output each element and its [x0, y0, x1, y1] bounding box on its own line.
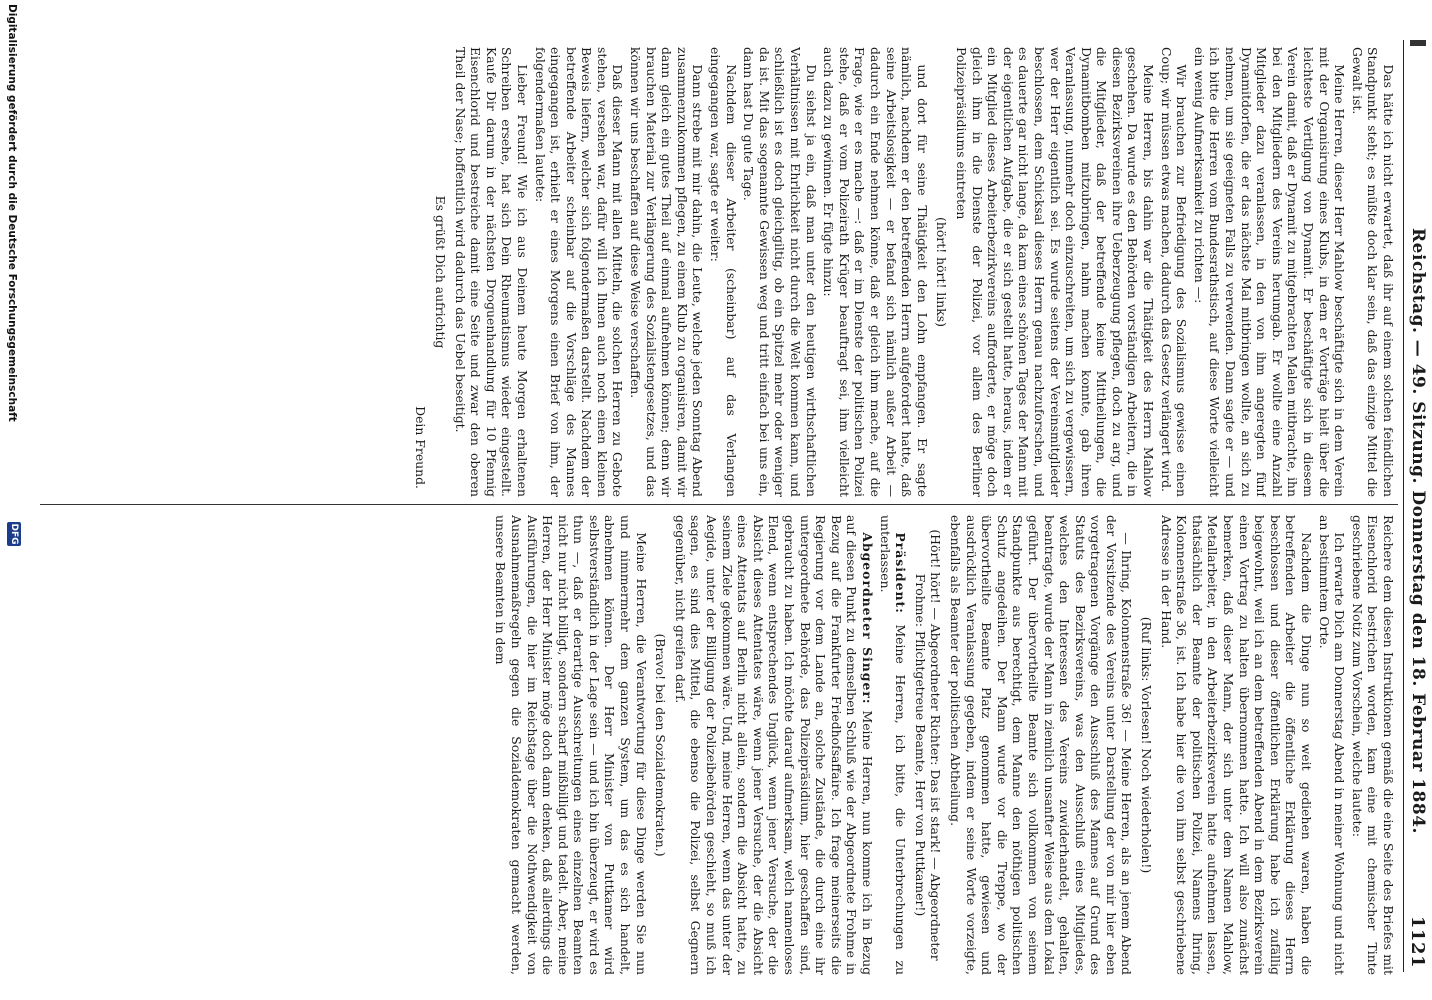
paragraph: Meine Herren, bis dahin war die Thätigkeit des Herrn Mahlow geschehen. Da wurde es den Behörden vorständigen Arbeitern, die in diesen Bezirksvereinen ihre Ueberzeugung pflegen, doch zu arg, und die Mitglieder, daß der betreffende keine Mittheilungen, die Dynamitbomben mitzubringen, nahm machen konnte, gab ihren Veranlassung, nunmehr doch einzuschreiten, um sich zu vergewissern, wer der Herr eigentlich sei. Es wurde seitens der Vereinsmitglieder beschlossen, dem Schicksal dieses Herrn genau nachzuforschen, und es dauerte gar nicht lange, da kam eines schönen Tages der Mann mit der eigentlichen Aufgabe, die er sich gestellt hatte, heraus, indem er ein Mitglied dieses Arbeiterbezirkvereins aufforderte, er möge doch gleich ihm in die Dienste der Polizei, vor allem des Berliner Polizeipräsidiums eintreten: [953, 47, 1157, 497]
header-title: Reichstag. — 49. Sitzung. Donnerstag den 18. Februar 1884.: [1408, 228, 1428, 834]
speech-paragraph: [672, 515, 875, 975]
paragraph: — Ihring, Kolonnenstraße 36! — Meine Herren, als an jenem Abend der Vorsitzende des Vereins unter Darstellung der von mir hier eben vorgetragenen Vorgänge den Ausschluß des Mannes auf Grund des Statuts des Bezirksvereins, was den Ausschluß eines Mitgliedes, welches den Interessen des Vereins zuwiderhandelt, gehalten, beantragte, wurde der Mann in ziemlich unsanfter Weise aus dem Lokal geführt. Der übervortheilte Beamte sich vollkommen von seinem Standpunkte aus berechtigt, dem Manne den nöthigen politischen Schutz angedeihen. Der Mann wurde vor die Treppe, wo der übervortheilte Beamte Platz genommen hatte, gewiesen und ausdrücklich Veranlassung gegeben, indem er seine Worte vorzeigte, ebenfalls als Beamter der politischen Abtheilung.: [947, 515, 1135, 975]
footer-credit: Digitalisierung gefördert durch die Deutsche Forschungsgemeinschaft: [6, 4, 18, 422]
paragraph: Wir brauchen zur Befriedigung des Sozialismus gewisse einen Coup; wir müssen etwas machen, dadurch das Gesetz verlängert wird.: [1158, 47, 1190, 497]
paragraph: und dort für seine Thätigkeit den Lohn empfangen. Er sagte nämlich, nachdem er den betreffenden Herrn aufgefordert hatte, daß seine Arbeitslosigkeit — er befand sich nämlich außer Arbeit — dadurch ein Ende nehmen könne, daß er gleich ihm mache, auf die Frage, wie er es mache —: daß er im Dienste der politischen Polizei stehe, daß er vom Polizeirath Krüger beauftragt sei, ihm vielleicht auch dazu zu gewinnen. Er fügte hinzu:: [821, 47, 930, 497]
dfg-logo-icon: DFG: [9, 523, 19, 545]
page-footer: [4, 2, 34, 998]
speech-paragraph: [877, 515, 908, 975]
paragraph: Ich erwarte Dich am Donnerstag Abend in meiner Wohnung und nicht an bestimmtem Orte.: [1316, 515, 1348, 975]
paragraph: Meine Herren, die Verantwortung für diese Dinge werden Sie nun und nimmermehr dem ganzen System, um das es sich handelt, abnehmen können. Der Herr Minister von Puttkamer wird selbstverständlich in der Lage sein — und ich bin überzeugt, er wird es thun —, daß er derartige Ausschreitungen eines einzelnen Beamten nicht nur nicht billigt, sondern scharf mißbilligt und tadelt. Aber, meine Herren, der Herr Minister möge doch dann denken, daß allerdings die Ausführungen, die hier im Reichstage über die Nothwendigkeit von Ausnahmemaßregeln gegen die Sozialdemokraten gemacht werden, unsere Beamten in dem: [493, 515, 649, 975]
paragraph: Dann strebe mit mir dahin, die Leute, welche jeden Sonntag Abend zusammenzukommen pflegen, zu einem Klub zu organisiren, damit wir dann gleich ein gutes Theil auf einmal aufnehmen können; denn wir brauchen Material zur Verlängerung des Sozialistengesetzes, und das können wir uns beschaffen auf diese Weise verschaffen.: [628, 47, 706, 497]
paragraph: Nachdem die Dinge nun so weit gediehen waren, haben die betreffenden Arbeiter die öffentliche Erklärung dieses Herrn beschlossen und dieser öffentlichen Erklärung habe ich zufällig beigewohnt, weil ich an dem betreffenden Abend in dem Bezirksverein einen Vortrag zu halten übernommen hatte. Ich will also zunächst bemerken, daß dieser Mann, der sich unter dem Namen Mahlow, Metallarbeiter, in den Arbeiterbezirksverein hatte aufnehmen lassen, thatsächlich der Beamte der politischen Polizei, Namens Ihring, Kolonnenstraße 36, ist. Ich habe hier die von ihm selbst geschriebene Adresse in der Hand.: [1158, 515, 1315, 975]
paragraph: Das hätte ich nicht erwartet, daß ihr auf einem solchen feindlichen Standpunkt steht; es müßte doch klar sein, daß das einzige Mittel die Gewalt ist.: [1349, 47, 1396, 497]
centered-remark: (Hört! hört! — Abgeordneter Richter: Das ist stark! — Abgeordneter Frohme: Pflichtgetreue Beamte, Herr von Puttkamer!): [912, 529, 944, 961]
centered-remark: (Ruf links: Vorlesen! Noch wiederholen!): [1139, 616, 1155, 874]
text-column-left: [38, 47, 1396, 497]
paragraph: Nachdem dieser Arbeiter (scheinbar) auf das Verlangen eingegangen war, sagte er weiter:: [708, 47, 739, 497]
page-number: 1121: [1407, 915, 1428, 968]
centered-remark: (hört! hört! links): [934, 217, 950, 327]
paragraph: Daß dieser Mann mit allen Mitteln, die solchen Herren zu Gebote stehen, versehen war, dafür will ich Ihnen auch noch einen kleinen Beweis liefern, welcher sich folgendermaßen darstellt. Nachdem der betreffende Arbeiter scheinbar auf die Vorschläge des Mannes eingegangen ist, erhielt er eines Morgens einen Brief von ihm, der folgendermaßen lautete:: [532, 47, 626, 497]
paragraph: Meine Herren, dieser Herr Mahlow beschäftigte sich in dem Verein mit der Organisirung eines Klubs, in dem er Vorträge hielt über die leichteste Vertilgung von Dynamit. Er beschäftigte sich in diesem Verein damit, daß er Dynamit zu mitgebrachten Malen mitbrachte, ihn bei den Mitgliedern des Vereins herumgab. Er wollte eine Anzahl Mitglieder dazu veranlassen, in den von ihm angeregten fünf Dynamitdorfen, die er das nächste Mal mitbringen wollte, an sich zu nehmen, um sie geeigneten Falls zu verwenden. Dann sagte er — und ich bitte die Herren vom Bundesrathstisch, auf diese Worte vielleicht ein wenig Aufmerksamkeit zu richten —:: [1191, 47, 1348, 497]
text-column-right: [38, 515, 1396, 975]
speech-text: Meine Herren, ich bitte, die Unterbrechungen zu unterlassen.: [877, 515, 909, 975]
centered-remark: (Bravo! bei den Sozialdemokraten.): [653, 633, 669, 857]
header-rule-mark: [1410, 40, 1426, 46]
signature-line: Dein Freund.: [413, 406, 429, 489]
paragraph: Lieber Freund! Wie ich aus Deinem heute Morgen erhaltenen Schreiben ersehe, hat sich Dein Rheumatismus wieder eingestellt. Kaufe Dir darum in der nächsten Droguenhandlung für 10 Pfennig Eisenchlorid und bestreiche damit eine Seite und zwar den oberen Theil der Nase; hoffentlich wird dadurch das Uebel beseitigt.: [452, 47, 530, 497]
speaker-name: Präsident:: [893, 532, 909, 614]
column-divider: [40, 504, 1398, 505]
centered-remark: Es grüßt Dich aufrichtig: [432, 195, 448, 349]
paragraph: Du siehst ja ein, daß man unter den heutigen wirthschaftlichen Verhältnissen mit Ehrlichkeit nicht durch die Welt kommen kann, und schließlich ist es doch gleichgiltig, ob ein Spitzel mehr oder weniger da ist. Mit das sogenannte Gewissen weg und tritt einfach bei uns ein, dann hast Du gute Tage.: [741, 47, 819, 497]
speaker-name: Abgeordneter Singer:: [860, 532, 875, 705]
page-header: [1403, 40, 1430, 972]
paragraph: Reichere dem diesen Instruktionen gemäß die eine Seite des Briefes mit Eisenchlorid bestrichen worden, kam eine mit chemischer Tinte geschriebene Notiz zum Vorschein, welche lautete:: [1349, 515, 1396, 975]
speech-text: Meine Herren, nun komme ich in Bezug auf diesen Punkt zu demselben Schluß wie der Abgeordnete Frohme in Bezug auf die Frankfurter Friedhofsaffaire. Ich frage meinerseits die Regierung vor dem Lande an, solche Zustände, die durch eine ihr untergeordnete Behörde, das Polizeipräsidium, hier geschaffen sind, gebraucht zu haben. Ich möchte darauf aufmerksam, welch namenloses Elend, wenn entsprechendes Unglück, wenn jener Versuche, der die Absicht dieses Attentates wäre, wenn jener Versuche, der die Absicht eines Attentats auf Berlin nicht allein, sondern die Absicht hatte, zu seinem Ziele gekommen wäre. Und, meine Herren, wenn das unter der Aegide, unter der Billigung der Polizeibehörden geschieht, so muß ich sagen, es sind dies Mittel, die ebenso die Polizei, selbst Gegnern gegenüber, nicht greifen darf.: [672, 515, 875, 975]
